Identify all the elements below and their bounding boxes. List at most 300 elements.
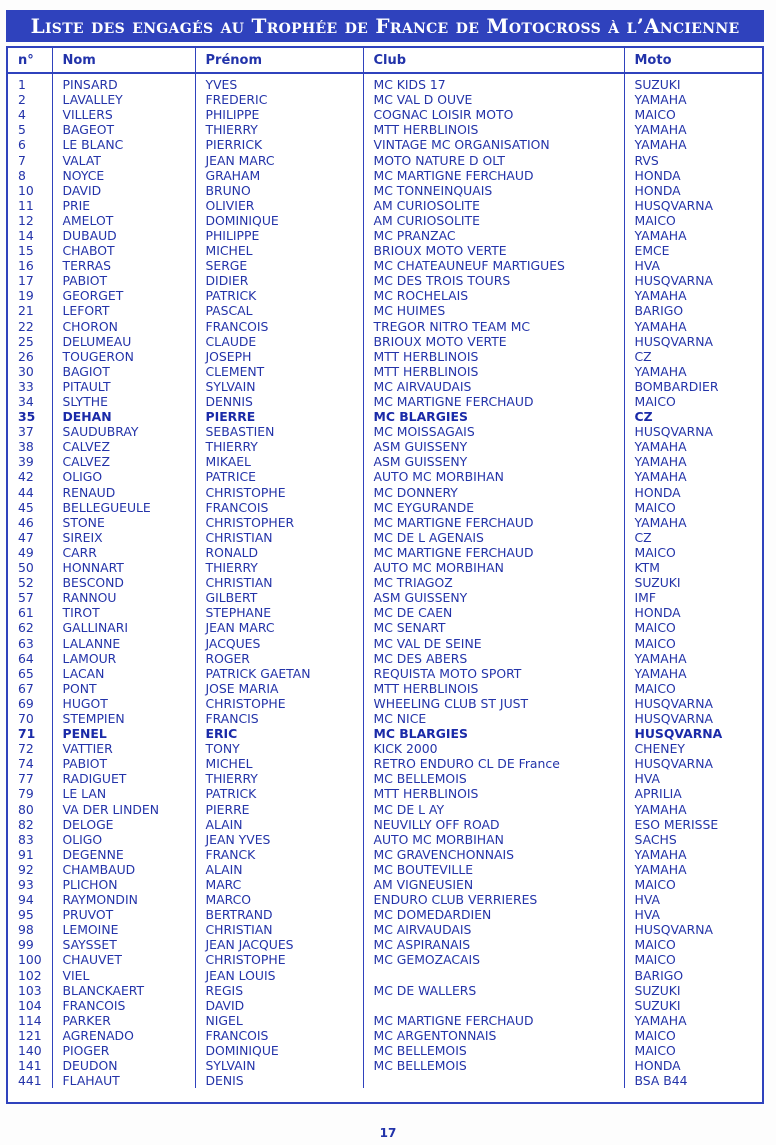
table-row: [8, 530, 764, 545]
cell-club: VINTAGE MC ORGANISATION: [363, 137, 624, 152]
cell-moto: HONDA: [634, 605, 681, 621]
table-row: [8, 303, 764, 318]
cell-prenom: BERTRAND: [195, 907, 363, 922]
cell-prenom: JEAN LOUIS: [195, 968, 363, 983]
cell-nom: LEFORT: [52, 303, 195, 318]
cell-nom: BAGIOT: [52, 364, 195, 379]
cell-nom: PLICHON: [52, 877, 195, 892]
cell-moto: YAMAHA: [634, 92, 687, 108]
table-row: [8, 802, 764, 817]
cell-club: MC PRANZAC: [363, 228, 624, 243]
cell-number: 6: [8, 137, 52, 152]
cell-number: 17: [8, 273, 52, 288]
col-header-number: n°: [8, 48, 52, 73]
cell-club: MC DE WALLERS: [363, 983, 624, 998]
cell-prenom: JOSEPH: [195, 349, 363, 364]
table-row: [8, 741, 764, 756]
cell-nom: LACAN: [52, 666, 195, 681]
cell-nom: LAVALLEY: [52, 92, 195, 107]
cell-moto: HUSQVARNA: [634, 922, 714, 938]
table-row: [8, 515, 764, 530]
table-row: [8, 726, 764, 741]
cell-number: 4: [8, 107, 52, 122]
cell-prenom: PATRICK: [195, 786, 363, 801]
cell-prenom: JEAN JACQUES: [195, 937, 363, 952]
cell-prenom: SERGE: [195, 258, 363, 273]
cell-moto: BOMBARDIER: [634, 378, 719, 394]
cell-prenom: CHRISTOPHE: [195, 952, 363, 967]
cell-moto: CZ: [634, 529, 652, 545]
cell-number: 121: [8, 1028, 52, 1043]
cell-number: 80: [8, 802, 52, 817]
cell-moto: MAICO: [634, 1043, 676, 1059]
cell-nom: DELUMEAU: [52, 334, 195, 349]
cell-prenom: TONY: [195, 741, 363, 756]
table-row: [8, 243, 764, 258]
cell-moto: SUZUKI: [634, 77, 681, 93]
cell-nom: SAUDUBRAY: [52, 424, 195, 439]
cell-moto: MAICO: [634, 544, 676, 560]
table-row: [8, 651, 764, 666]
table-row: [8, 877, 764, 892]
cell-moto: MAICO: [634, 877, 676, 893]
cell-prenom: DIDIER: [195, 273, 363, 288]
cell-moto: MAICO: [634, 394, 676, 410]
cell-club: ASM GUISSENY: [363, 454, 624, 469]
cell-club: MC DOMEDARDIEN: [363, 907, 624, 922]
cell-number: 45: [8, 500, 52, 515]
table-row: [8, 122, 764, 137]
table-row: [8, 545, 764, 560]
cell-prenom: YVES: [195, 73, 363, 92]
cell-prenom: OLIVIER: [195, 198, 363, 213]
cell-number: 7: [8, 152, 52, 167]
cell-club: MC ARGENTONNAIS: [363, 1028, 624, 1043]
cell-nom: PITAULT: [52, 379, 195, 394]
cell-moto: MAICO: [634, 937, 676, 953]
cell-moto: HUSQVARNA: [634, 333, 714, 349]
table-row: [8, 454, 764, 469]
cell-prenom: PATRICK GAETAN: [195, 666, 363, 681]
cell-nom: STONE: [52, 515, 195, 530]
table-row: [8, 288, 764, 303]
cell-prenom: JEAN YVES: [195, 832, 363, 847]
cell-club: MC AIRVAUDAIS: [363, 922, 624, 937]
cell-nom: PENEL: [52, 726, 195, 741]
cell-nom: TIROT: [52, 605, 195, 620]
cell-number: 10: [8, 183, 52, 198]
cell-nom: GALLINARI: [52, 620, 195, 635]
cell-nom: AGRENADO: [52, 1028, 195, 1043]
cell-club: MC ASPIRANAIS: [363, 937, 624, 952]
table-row: [8, 500, 764, 515]
cell-moto: ESO MERISSE: [634, 816, 719, 832]
table-row: [8, 1013, 764, 1028]
cell-prenom: FRANCIS: [195, 711, 363, 726]
cell-club: MC EYGURANDE: [363, 500, 624, 515]
table-row: [8, 92, 764, 107]
cell-nom: PRIE: [52, 198, 195, 213]
cell-nom: VIEL: [52, 968, 195, 983]
cell-number: 2: [8, 92, 52, 107]
cell-number: 74: [8, 756, 52, 771]
cell-moto: IMF: [634, 590, 656, 606]
cell-number: 79: [8, 786, 52, 801]
cell-number: 71: [8, 726, 52, 741]
table-row: [8, 983, 764, 998]
cell-moto: HUSQVARNA: [634, 710, 714, 726]
cell-number: 141: [8, 1058, 52, 1073]
cell-number: 61: [8, 605, 52, 620]
table-row: [8, 349, 764, 364]
cell-club: MTT HERBLINOIS: [363, 364, 624, 379]
cell-number: 98: [8, 922, 52, 937]
cell-moto: HUSQVARNA: [634, 424, 714, 440]
cell-prenom: THIERRY: [195, 560, 363, 575]
table-row: [8, 605, 764, 620]
cell-club: AUTO MC MORBIHAN: [363, 832, 624, 847]
cell-nom: SLYTHE: [52, 394, 195, 409]
cell-club: MOTO NATURE D OLT: [363, 152, 624, 167]
cell-number: 140: [8, 1043, 52, 1058]
cell-number: 1: [8, 73, 52, 92]
cell-nom: BAGEOT: [52, 122, 195, 137]
cell-moto: APRILIA: [634, 786, 682, 802]
cell-moto: MAICO: [634, 212, 676, 228]
cell-nom: BESCOND: [52, 575, 195, 590]
cell-number: 441: [8, 1073, 52, 1088]
cell-moto: YAMAHA: [634, 665, 687, 681]
cell-club: TREGOR NITRO TEAM MC: [363, 319, 624, 334]
cell-nom: AMELOT: [52, 213, 195, 228]
cell-moto: HONDA: [634, 182, 681, 198]
table-row: [8, 560, 764, 575]
cell-moto: HVA: [634, 771, 660, 787]
cell-club: NEUVILLY OFF ROAD: [363, 817, 624, 832]
cell-prenom: FRANCOIS: [195, 1028, 363, 1043]
cell-nom: PARKER: [52, 1013, 195, 1028]
cell-nom: CHORON: [52, 319, 195, 334]
cell-club: RETRO ENDURO CL DE France: [363, 756, 624, 771]
cell-number: 50: [8, 560, 52, 575]
cell-club: KICK 2000: [363, 741, 624, 756]
cell-nom: HUGOT: [52, 696, 195, 711]
cell-club: MC MARTIGNE FERCHAUD: [363, 545, 624, 560]
cell-moto: MAICO: [634, 1027, 676, 1043]
cell-moto: HUSQVARNA: [634, 273, 714, 289]
cell-number: 64: [8, 651, 52, 666]
table-row: [8, 379, 764, 394]
cell-club: AUTO MC MORBIHAN: [363, 469, 624, 484]
cell-number: 8: [8, 168, 52, 183]
cell-club: AM CURIOSOLITE: [363, 213, 624, 228]
cell-nom: VA DER LINDEN: [52, 802, 195, 817]
cell-prenom: RONALD: [195, 545, 363, 560]
cell-club: MTT HERBLINOIS: [363, 349, 624, 364]
table-row: [8, 968, 764, 983]
cell-number: 5: [8, 122, 52, 137]
col-header-club: Club: [363, 48, 624, 73]
cell-moto: YAMAHA: [634, 439, 687, 455]
table-row: [8, 666, 764, 681]
cell-number: 92: [8, 862, 52, 877]
cell-club: [363, 968, 624, 983]
cell-club: MC HUIMES: [363, 303, 624, 318]
cell-moto: YAMAHA: [634, 861, 687, 877]
cell-nom: BLANCKAERT: [52, 983, 195, 998]
cell-club: MTT HERBLINOIS: [363, 681, 624, 696]
table-row: [8, 575, 764, 590]
cell-prenom: MIKAEL: [195, 454, 363, 469]
cell-prenom: PHILIPPE: [195, 107, 363, 122]
cell-club: MC DE L AY: [363, 802, 624, 817]
cell-number: 93: [8, 877, 52, 892]
cell-club: MC BELLEMOIS: [363, 1043, 624, 1058]
col-header-moto: Moto: [624, 48, 764, 73]
cell-nom: LAMOUR: [52, 651, 195, 666]
cell-moto: MAICO: [634, 107, 676, 123]
cell-club: MC VAL DE SEINE: [363, 635, 624, 650]
cell-number: 14: [8, 228, 52, 243]
table-row: [8, 319, 764, 334]
cell-nom: STEMPIEN: [52, 711, 195, 726]
page-number: 17: [379, 1126, 397, 1140]
cell-number: 47: [8, 530, 52, 545]
cell-nom: PONT: [52, 681, 195, 696]
cell-moto: HONDA: [634, 484, 681, 500]
cell-number: 99: [8, 937, 52, 952]
cell-prenom: CLEMENT: [195, 364, 363, 379]
cell-club: MC MARTIGNE FERCHAUD: [363, 394, 624, 409]
table-row: [8, 922, 764, 937]
cell-club: ASM GUISSENY: [363, 439, 624, 454]
cell-club: MC AIRVAUDAIS: [363, 379, 624, 394]
table-row: [8, 424, 764, 439]
table-row: [8, 273, 764, 288]
cell-moto: CZ: [634, 348, 652, 364]
cell-moto: SUZUKI: [634, 997, 681, 1013]
cell-moto: HUSQVARNA: [634, 756, 714, 772]
cell-club: COGNAC LOISIR MOTO: [363, 107, 624, 122]
cell-prenom: BRUNO: [195, 183, 363, 198]
cell-club: BRIOUX MOTO VERTE: [363, 243, 624, 258]
cell-moto: SACHS: [634, 831, 677, 847]
cell-number: 103: [8, 983, 52, 998]
cell-club: WHEELING CLUB ST JUST: [363, 696, 624, 711]
cell-number: 19: [8, 288, 52, 303]
cell-nom: CALVEZ: [52, 439, 195, 454]
cell-club: MTT HERBLINOIS: [363, 122, 624, 137]
table-row: [8, 1058, 764, 1073]
table-row: [8, 892, 764, 907]
cell-nom: CARR: [52, 545, 195, 560]
cell-club: MC BLARGIES: [363, 726, 624, 741]
table-row: [8, 228, 764, 243]
cell-prenom: PIERRE: [195, 802, 363, 817]
cell-prenom: SYLVAIN: [195, 379, 363, 394]
col-header-nom: Nom: [52, 48, 195, 73]
cell-nom: NOYCE: [52, 168, 195, 183]
cell-prenom: ROGER: [195, 651, 363, 666]
cell-nom: CHAMBAUD: [52, 862, 195, 877]
cell-club: MC MARTIGNE FERCHAUD: [363, 168, 624, 183]
cell-nom: HONNART: [52, 560, 195, 575]
cell-moto: YAMAHA: [634, 650, 687, 666]
cell-club: MC DES TROIS TOURS: [363, 273, 624, 288]
table-row: [8, 590, 764, 605]
table-row: [8, 73, 764, 92]
cell-number: 49: [8, 545, 52, 560]
cell-number: 100: [8, 952, 52, 967]
cell-nom: LEMOINE: [52, 922, 195, 937]
cell-number: 95: [8, 907, 52, 922]
cell-prenom: FRANCOIS: [195, 500, 363, 515]
cell-club: AM CURIOSOLITE: [363, 198, 624, 213]
cell-club: MC DE L AGENAIS: [363, 530, 624, 545]
cell-moto: YAMAHA: [634, 846, 687, 862]
table-row: [8, 469, 764, 484]
cell-prenom: THIERRY: [195, 771, 363, 786]
cell-club: MC SENART: [363, 620, 624, 635]
table-row: [8, 847, 764, 862]
cell-nom: LE LAN: [52, 786, 195, 801]
cell-club: MC DES ABERS: [363, 651, 624, 666]
cell-moto: SUZUKI: [634, 575, 681, 591]
cell-moto: KTM: [634, 560, 660, 576]
cell-prenom: CHRISTIAN: [195, 530, 363, 545]
cell-club: MC VAL D OUVE: [363, 92, 624, 107]
cell-prenom: CHRISTIAN: [195, 575, 363, 590]
cell-moto: BARIGO: [634, 967, 684, 983]
cell-number: 57: [8, 590, 52, 605]
entries-table: [6, 46, 764, 1104]
cell-nom: RAYMONDIN: [52, 892, 195, 907]
cell-nom: PABIOT: [52, 273, 195, 288]
cell-club: [363, 1073, 624, 1088]
cell-number: 34: [8, 394, 52, 409]
cell-prenom: FRANCOIS: [195, 319, 363, 334]
cell-prenom: PATRICK: [195, 288, 363, 303]
cell-prenom: DENIS: [195, 1073, 363, 1088]
cell-number: 62: [8, 620, 52, 635]
cell-nom: CHAUVET: [52, 952, 195, 967]
table-row: [8, 364, 764, 379]
cell-number: 104: [8, 998, 52, 1013]
cell-moto: YAMAHA: [634, 122, 687, 138]
cell-prenom: JOSE MARIA: [195, 681, 363, 696]
cell-moto: YAMAHA: [634, 288, 687, 304]
cell-moto: YAMAHA: [634, 227, 687, 243]
cell-prenom: JEAN MARC: [195, 152, 363, 167]
cell-club: MC BELLEMOIS: [363, 1058, 624, 1073]
cell-prenom: PATRICE: [195, 469, 363, 484]
cell-moto: HUSQVARNA: [634, 197, 714, 213]
cell-club: BRIOUX MOTO VERTE: [363, 334, 624, 349]
cell-number: 52: [8, 575, 52, 590]
cell-moto: YAMAHA: [634, 137, 687, 153]
cell-prenom: PASCAL: [195, 303, 363, 318]
cell-moto: YAMAHA: [634, 1012, 687, 1028]
cell-number: 35: [8, 409, 52, 424]
cell-nom: SAYSSET: [52, 937, 195, 952]
cell-nom: DEHAN: [52, 409, 195, 424]
cell-prenom: GRAHAM: [195, 168, 363, 183]
cell-number: 11: [8, 198, 52, 213]
table-row: [8, 832, 764, 847]
cell-prenom: DENNIS: [195, 394, 363, 409]
cell-number: 37: [8, 424, 52, 439]
cell-club: AM VIGNEUSIEN: [363, 877, 624, 892]
table-header-row: [8, 48, 764, 73]
cell-moto: HUSQVARNA: [634, 695, 714, 711]
table-row: [8, 862, 764, 877]
cell-nom: PABIOT: [52, 756, 195, 771]
cell-moto: EMCE: [634, 243, 670, 259]
cell-nom: RENAUD: [52, 485, 195, 500]
cell-nom: PRUVOT: [52, 907, 195, 922]
cell-number: 46: [8, 515, 52, 530]
cell-prenom: PHILIPPE: [195, 228, 363, 243]
cell-number: 21: [8, 303, 52, 318]
cell-moto: YAMAHA: [634, 363, 687, 379]
cell-prenom: DOMINIQUE: [195, 213, 363, 228]
cell-prenom: JACQUES: [195, 635, 363, 650]
cell-nom: OLIGO: [52, 832, 195, 847]
cell-moto: YAMAHA: [634, 514, 687, 530]
cell-number: 22: [8, 319, 52, 334]
cell-prenom: CLAUDE: [195, 334, 363, 349]
table-row: [8, 998, 764, 1013]
cell-prenom: DAVID: [195, 998, 363, 1013]
cell-prenom: FRANCK: [195, 847, 363, 862]
cell-club: MC DONNERY: [363, 485, 624, 500]
cell-number: 102: [8, 968, 52, 983]
cell-prenom: NIGEL: [195, 1013, 363, 1028]
cell-moto: BSA B44: [634, 1073, 688, 1089]
cell-number: 38: [8, 439, 52, 454]
cell-nom: PINSARD: [52, 73, 195, 92]
cell-number: 77: [8, 771, 52, 786]
cell-nom: CHABOT: [52, 243, 195, 258]
cell-moto: HVA: [634, 892, 660, 908]
cell-number: 39: [8, 454, 52, 469]
table-row: [8, 198, 764, 213]
cell-prenom: CHRISTOPHE: [195, 696, 363, 711]
cell-club: MC MOISSAGAIS: [363, 424, 624, 439]
table-row: [8, 334, 764, 349]
cell-club: MC ROCHELAIS: [363, 288, 624, 303]
cell-nom: VATTIER: [52, 741, 195, 756]
cell-moto: BARIGO: [634, 303, 684, 319]
cell-club: MC BOUTEVILLE: [363, 862, 624, 877]
cell-nom: RANNOU: [52, 590, 195, 605]
cell-prenom: STEPHANE: [195, 605, 363, 620]
cell-nom: VILLERS: [52, 107, 195, 122]
cell-prenom: JEAN MARC: [195, 620, 363, 635]
cell-nom: BELLEGUEULE: [52, 500, 195, 515]
cell-moto: MAICO: [634, 952, 676, 968]
page-title: Liste des engagés au Trophée de France de Motocross à l’Ancienne: [6, 10, 764, 42]
table-row: [8, 409, 764, 424]
cell-moto: HUSQVARNA: [634, 726, 723, 742]
cell-nom: CALVEZ: [52, 454, 195, 469]
cell-number: 72: [8, 741, 52, 756]
cell-nom: PIOGER: [52, 1043, 195, 1058]
cell-number: 70: [8, 711, 52, 726]
cell-prenom: ERIC: [195, 726, 363, 741]
cell-moto: YAMAHA: [634, 469, 687, 485]
cell-prenom: CHRISTOPHE: [195, 485, 363, 500]
